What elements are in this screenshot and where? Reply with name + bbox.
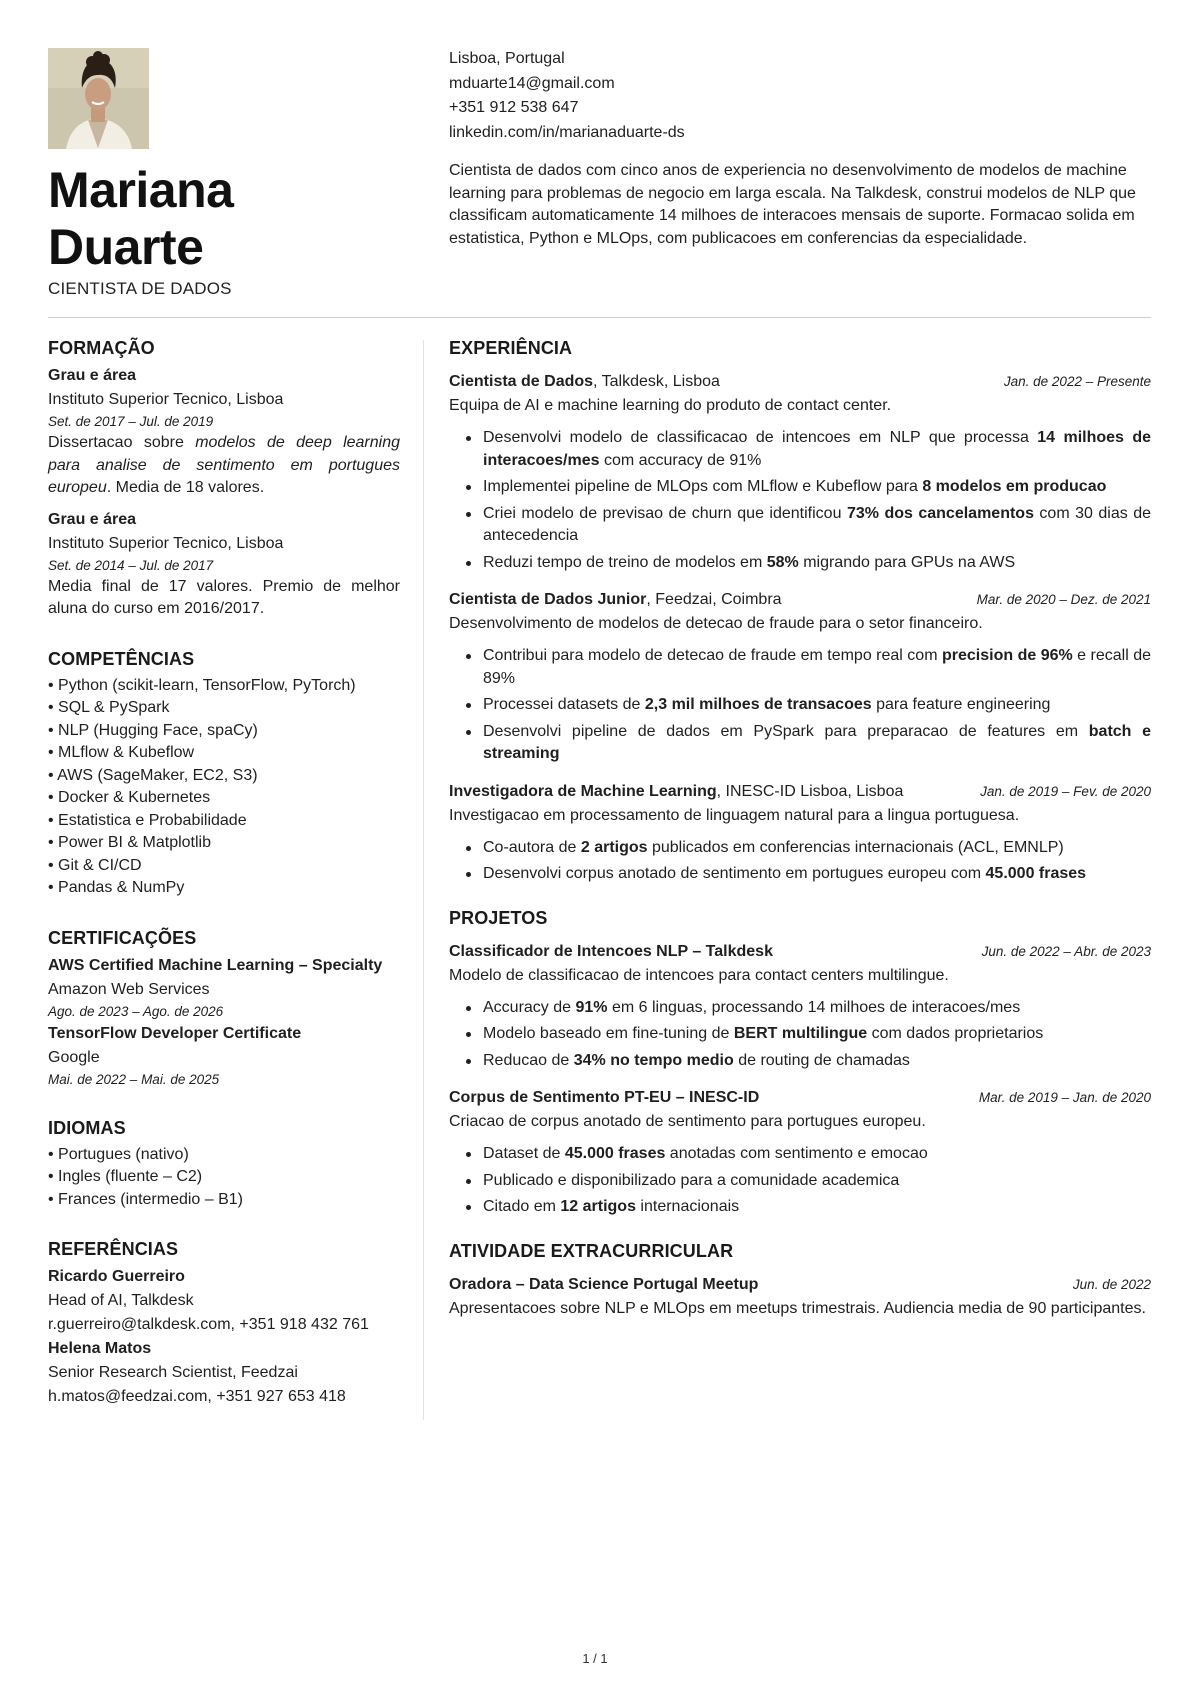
bullet-highlight: 45.000 frases: [985, 865, 1087, 882]
column-divider: [423, 340, 424, 1420]
entry-description: Modelo de classificacao de intencoes para contact centers multilingue.: [449, 966, 949, 984]
skills-section: [48, 647, 400, 900]
entry-title: [449, 1273, 758, 1297]
reference-item: [48, 1337, 400, 1409]
bullet-text: Implementei pipeline de MLOps com MLflow e Kubeflow para: [483, 478, 923, 495]
location: Lisboa, Portugal: [449, 50, 565, 67]
entry-title: [449, 940, 773, 964]
bullet-item: [464, 694, 1151, 717]
entry-title: [449, 780, 903, 804]
entry-role: Cientista de Dados: [449, 373, 594, 390]
bullet-text: Co-autora de: [483, 838, 581, 856]
education-school: Instituto Superior Tecnico, Lisboa: [48, 391, 284, 408]
skill-item: • MLflow & Kubeflow: [48, 742, 400, 765]
entry-description: Equipa de AI e machine learning do produto de contact center.: [449, 397, 892, 414]
entry-role: Cientista de Dados Junior: [449, 591, 647, 608]
education-section: [48, 336, 400, 621]
bullet-highlight: 45.000 frases: [564, 1145, 666, 1162]
bullet-highlight: 14 milhoes de interacoes/mes: [483, 429, 1152, 469]
certification-issuer: Google: [48, 1048, 100, 1066]
bullet-text-end: e recall de 89%: [483, 647, 1151, 687]
bullet-text-end: de routing de chamadas: [733, 1051, 910, 1069]
certification-name: TensorFlow Developer Certificate: [48, 1024, 302, 1042]
extracurricular-list: [449, 1273, 1151, 1321]
bullet-highlight: 8 modelos em producao: [922, 478, 1107, 495]
bullet-item: [464, 1196, 1151, 1219]
bullet-text: Dataset de: [483, 1145, 565, 1162]
bullet-text: Publicado e disponibilizado para a comunidade academica: [483, 1171, 900, 1189]
skill-item: • Python (scikit-learn, TensorFlow, PyTorch): [48, 675, 400, 698]
extracurricular-section: [449, 1239, 1151, 1321]
entry-description: Desenvolvimento de modelos de detecao de fraude para o setor financeiro.: [449, 615, 983, 632]
bullet-item: [464, 503, 1151, 548]
language-item: • Ingles (fluente – C2): [48, 1166, 400, 1189]
languages-list: [48, 1144, 400, 1212]
bullet-text-end: com accuracy de 91%: [599, 451, 762, 469]
left-column: [48, 336, 400, 1429]
entry: [449, 1086, 1151, 1219]
entry: [449, 1273, 1151, 1321]
phone: +351 912 538 647: [449, 99, 579, 116]
bullet-highlight: 58%: [766, 553, 799, 571]
bullet-item: [464, 645, 1151, 690]
entry-role: Classificador de Intencoes NLP – Talkdesk: [449, 942, 773, 960]
extracurricular-heading: ATIVIDADE EXTRACURRICULAR: [449, 1240, 734, 1261]
education-heading: FORMAÇÃO: [48, 338, 155, 358]
bullet-text: Citado em: [483, 1198, 561, 1215]
entry-role: Investigadora de Machine Learning: [449, 782, 717, 800]
entry-header: [449, 370, 1151, 394]
bullet-text: Processei datasets de: [483, 696, 645, 713]
entry-header: [449, 780, 1151, 804]
portrait-image: [48, 48, 149, 149]
education-item: [48, 364, 400, 500]
entry-company: , Feedzai, Coimbra: [646, 591, 782, 608]
education-description: Media final de 17 valores. Premio de melhor aluna do curso em 2016/2017.: [48, 577, 400, 617]
bullet-text-end: internacionais: [635, 1198, 740, 1215]
bullet-text: Reduzi tempo de treino de modelos em: [483, 553, 767, 571]
bullet-item: [464, 997, 1151, 1020]
entry-description: Criacao de corpus anotado de sentimento para portugues europeu.: [449, 1113, 926, 1130]
skill-item: • NLP (Hugging Face, spaCy): [48, 720, 400, 743]
bullet-highlight: BERT multilingue: [733, 1025, 868, 1042]
bullet-item: [464, 837, 1151, 860]
education-description: [48, 432, 400, 500]
education-text-italic: modelos de deep learning para analise de sentimento em portugues europeu: [48, 434, 401, 496]
entry-bullets: [464, 1143, 1151, 1219]
bullet-highlight: precision de 96%: [941, 647, 1073, 664]
entry-company: , Talkdesk, Lisboa: [593, 373, 720, 390]
bullet-highlight: 73% dos cancelamentos: [846, 504, 1034, 522]
projects-section: [449, 906, 1151, 1219]
bullet-item: [464, 476, 1151, 499]
entry-dates: Jun. de 2022 – Abr. de 2023: [981, 943, 1151, 959]
education-text: Dissertacao sobre: [48, 434, 196, 451]
entry-dates: Mar. de 2019 – Jan. de 2020: [978, 1090, 1151, 1105]
entry-role: Corpus de Sentimento PT-EU – INESC-ID: [449, 1089, 760, 1106]
bullet-text-end: anotadas com sentimento e emocao: [665, 1145, 928, 1162]
projects-heading: PROJETOS: [449, 907, 548, 928]
bullet-highlight: 91%: [575, 998, 608, 1016]
bullet-item: [464, 427, 1151, 472]
bullet-text: Desenvolvi pipeline de dados em PySpark para preparacao de features em: [483, 722, 1089, 740]
right-column: [449, 336, 1151, 1330]
certification-dates: Ago. de 2023 – Ago. de 2026: [48, 1003, 224, 1019]
bullet-highlight: 2 artigos: [580, 838, 648, 856]
summary: Cientista de dados com cinco anos de experiencia no desenvolvimento de modelos de machine learning para problemas de negocio em larga escala. Na Talkdesk, construi modelos de NLP que classificam automaticamente 14 milhoes de interacoes mensais de suporte. Formacao solida em estatistica, Python e MLOps, com publicacoes em conferencias da especialidade.: [449, 162, 1136, 247]
entry: [449, 940, 1151, 1073]
skill-item: • Pandas & NumPy: [48, 877, 400, 900]
bullet-highlight: 2,3 mil milhoes de transacoes: [644, 696, 872, 713]
education-dates: Set. de 2014 – Jul. de 2017: [48, 557, 214, 573]
experience-heading: EXPERIÊNCIA: [449, 338, 573, 358]
bullet-highlight: 12 artigos: [560, 1198, 636, 1215]
reference-item: [48, 1265, 400, 1337]
certification-name: AWS Certified Machine Learning – Specialty: [48, 956, 383, 974]
reference-name: Helena Matos: [48, 1340, 152, 1357]
skill-item: • Docker & Kubernetes: [48, 787, 400, 810]
certification-dates: Mai. de 2022 – Mai. de 2025: [48, 1071, 220, 1087]
bullet-item: [464, 1170, 1151, 1193]
bullet-text-end: migrando para GPUs na AWS: [798, 553, 1016, 571]
bullet-text-end: em 6 linguas, processando 14 milhoes de interacoes/mes: [607, 998, 1021, 1016]
language-item: • Portugues (nativo): [48, 1144, 400, 1167]
education-text-end: . Media de 18 valores.: [106, 479, 265, 496]
skill-item: • SQL & PySpark: [48, 697, 400, 720]
header-divider: [48, 317, 1151, 318]
name-last: Duarte: [48, 219, 204, 275]
bullet-text: Criei modelo de previsao de churn que identificou: [483, 504, 847, 522]
entry-dates: Jan. de 2022 – Presente: [1003, 374, 1151, 389]
reference-role: Head of AI, Talkdesk: [48, 1292, 194, 1309]
reference-contact: h.matos@feedzai.com, +351 927 653 418: [48, 1388, 346, 1405]
education-school: Instituto Superior Tecnico, Lisboa: [48, 534, 284, 552]
skills-list: [48, 675, 400, 900]
candidate-name: [48, 162, 233, 276]
experience-section: [449, 336, 1151, 886]
entry-bullets: [464, 837, 1151, 886]
entry-dates: Mar. de 2020 – Dez. de 2021: [976, 592, 1151, 607]
bullet-text-end: com dados proprietarios: [867, 1025, 1044, 1042]
bullet-highlight: batch e streaming: [483, 722, 1152, 762]
bullet-text-end: com 30 dias de antecedencia: [483, 504, 1152, 544]
bullet-item: [464, 1023, 1151, 1046]
profile-photo: [48, 48, 149, 149]
entry: [449, 780, 1151, 886]
reference-contact: r.guerreiro@talkdesk.com, +351 918 432 761: [48, 1316, 369, 1333]
entry-dates: Jun. de 2022: [1072, 1276, 1151, 1292]
references-section: [48, 1237, 400, 1409]
entry-header: [449, 1273, 1151, 1297]
bullet-item: [464, 863, 1151, 886]
reference-role: Senior Research Scientist, Feedzai: [48, 1364, 298, 1381]
projects-list: [449, 940, 1151, 1219]
bullet-item: [464, 1050, 1151, 1073]
bullet-item: [464, 721, 1151, 766]
bullet-text: Desenvolvi corpus anotado de sentimento em portugues europeu com: [483, 865, 986, 882]
entry-header: [449, 1086, 1151, 1110]
certifications-section: [48, 926, 400, 1090]
entry-bullets: [464, 427, 1151, 574]
references-heading: REFERÊNCIAS: [48, 1239, 179, 1259]
entry-company: , INESC-ID Lisboa, Lisboa: [716, 782, 904, 800]
entry-dates: Jan. de 2019 – Fev. de 2020: [980, 783, 1151, 799]
linkedin: linkedin.com/in/marianaduarte-ds: [449, 123, 685, 141]
education-item: [48, 508, 400, 621]
bullet-item: [464, 552, 1151, 575]
experience-list: [449, 370, 1151, 886]
entry-description: Investigacao em processamento de linguagem natural para a lingua portuguesa.: [449, 806, 1020, 824]
contact-info: [449, 47, 685, 145]
skill-item: • AWS (SageMaker, EC2, S3): [48, 765, 400, 788]
education-dates: Set. de 2017 – Jul. de 2019: [48, 414, 214, 429]
bullet-highlight: 34% no tempo medio: [573, 1051, 734, 1069]
page-number: 1 / 1: [582, 1651, 608, 1666]
certifications-heading: CERTIFICAÇÕES: [48, 927, 197, 948]
entry-description: Apresentacoes sobre NLP e MLOps em meetups trimestrais. Audiencia media de 90 participantes.: [449, 1299, 1146, 1317]
job-title: CIENTISTA DE DADOS: [48, 279, 232, 298]
certification-issuer: Amazon Web Services: [48, 980, 210, 998]
email: mduarte14@gmail.com: [449, 74, 615, 92]
certification-item: [48, 1022, 400, 1090]
education-degree: Grau e área: [48, 367, 137, 384]
entry-title: [449, 1086, 759, 1110]
entry-header: [449, 940, 1151, 964]
bullet-item: [464, 1143, 1151, 1166]
languages-heading: IDIOMAS: [48, 1117, 126, 1138]
bullet-text: Contribui para modelo de detecao de fraude em tempo real com: [483, 647, 942, 664]
entry-bullets: [464, 645, 1151, 766]
entry-role: Oradora – Data Science Portugal Meetup: [449, 1275, 759, 1293]
bullet-text: Reducao de: [483, 1051, 574, 1069]
entry: [449, 588, 1151, 766]
bullet-text: Modelo baseado em fine-tuning de: [483, 1025, 734, 1042]
bullet-text-end: para feature engineering: [871, 696, 1051, 713]
entry-bullets: [464, 997, 1151, 1073]
entry-title: [449, 370, 720, 394]
bullet-text-end: publicados em conferencias internacionais (ACL, EMNLP): [647, 838, 1064, 856]
entry-header: [449, 588, 1151, 612]
skill-item: • Git & CI/CD: [48, 855, 400, 878]
skill-item: • Power BI & Matplotlib: [48, 832, 400, 855]
language-item: • Frances (intermedio – B1): [48, 1189, 400, 1212]
languages-section: [48, 1116, 400, 1212]
bullet-text: Accuracy de: [483, 998, 576, 1016]
education-degree: Grau e área: [48, 510, 137, 528]
certification-item: [48, 954, 400, 1022]
reference-name: Ricardo Guerreiro: [48, 1268, 185, 1285]
name-first: Mariana: [48, 162, 234, 218]
bullet-text: Desenvolvi modelo de classificacao de intencoes em NLP que processa: [483, 429, 1038, 446]
skills-heading: COMPETÊNCIAS: [48, 648, 195, 669]
entry-title: [449, 588, 782, 612]
skill-item: • Estatistica e Probabilidade: [48, 810, 400, 833]
entry: [449, 370, 1151, 574]
